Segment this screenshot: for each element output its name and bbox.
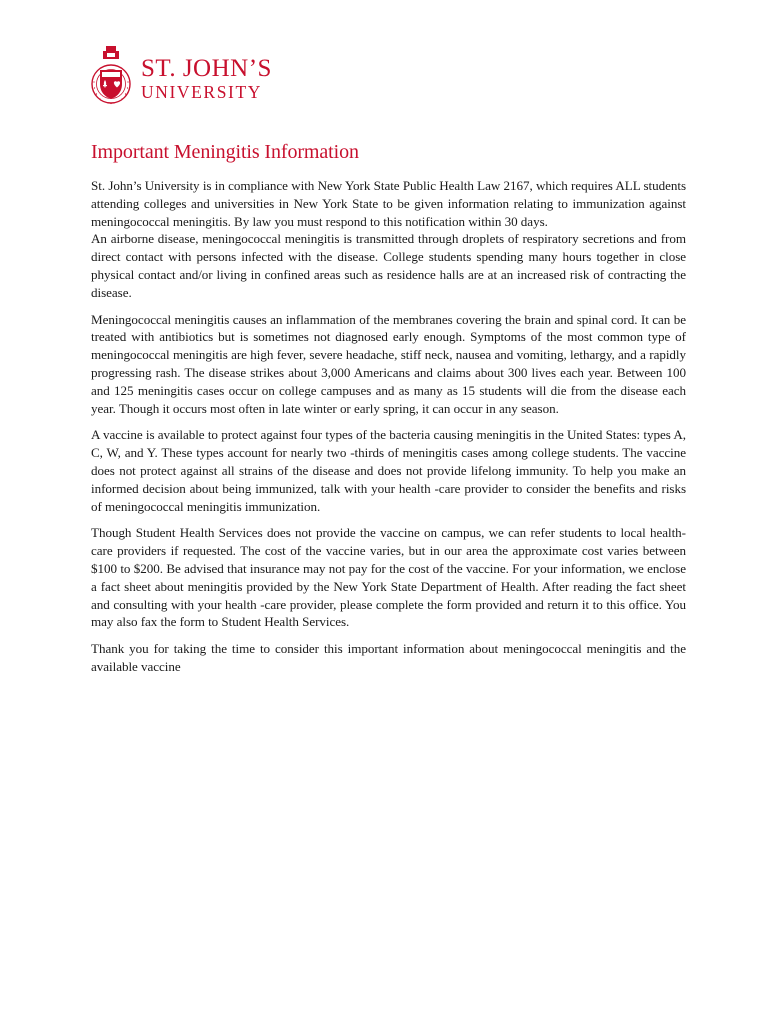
paragraph-thank-you: Thank you for taking the time to consider this important information about meningococcal meningitis and the available vaccine [91,641,686,674]
paragraph-compliance: St. John’s University is in compliance with New York State Public Health Law 2167, which requires ALL students attending colleges and universities in New York State to be given information relating to immunization against meningococcal meningitis. By law you must respond to this notification within 30 days. [91,178,686,229]
logo-line-university: UNIVERSITY [141,82,262,103]
logo-wordmark [141,56,272,102]
logo-line-name: ST. JOHN’S [141,55,272,83]
university-seal-icon [88,44,134,114]
document-body [91,141,686,685]
paragraph-symptoms: Meningococcal meningitis causes an inflammation of the membranes covering the brain and spinal cord. It can be treated with antibiotics but is sometimes not diagnosed early enough. Symptoms of the most common type of meningococcal meningitis are high fever, severe headache, stiff neck, nausea and vomiting, lethargy, and a rapidly progressing rash. The disease strikes about 3,000 Americans and claims about 300 lives each year. Between 100 and 125 meningitis cases occur on college campuses and as many as 15 students will die from the disease each year. Though it occurs most often in late winter or early spring, it can occur in any season. [91,311,686,416]
page-title: Important Meningitis Information [91,141,359,163]
paragraph-health-services: Though Student Health Services does not provide the vaccine on campus, we can refer students to local health-care providers if requested. The cost of the vaccine varies, but in our area the approximate cost varies between $100 to $200. Be advised that insurance may not pay for the cost of the vaccine. For your information, we enclose a fact sheet about meningitis provided by the New York State Department of Health. After reading the fact sheet and consulting with your health -care provider, please complete the form provided and return it to this office. You may also fax the form to Student Health Services. [91,525,686,630]
paragraph-transmission: An airborne disease, meningococcal meningitis is transmitted through droplets of respiratory secretions and from direct contact with persons infected with the disease. College students spending many hours together in close physical contact and/or living in confined areas such as residence halls are at an increased risk of contracting the disease. [91,231,686,300]
paragraph-vaccine: A vaccine is available to protect against four types of the bacteria causing meningitis in the United States: types A, C, W, and Y. These types account for nearly two -thirds of meningitis cases among college students. The vaccine does not protect against all strains of the disease and does not provide lifelong immunity. To help you make an informed decision about being immunized, talk with your health -care provider to consider the benefits and risks of meningococcal meningitis immunization. [91,427,686,514]
university-logo [88,44,272,114]
